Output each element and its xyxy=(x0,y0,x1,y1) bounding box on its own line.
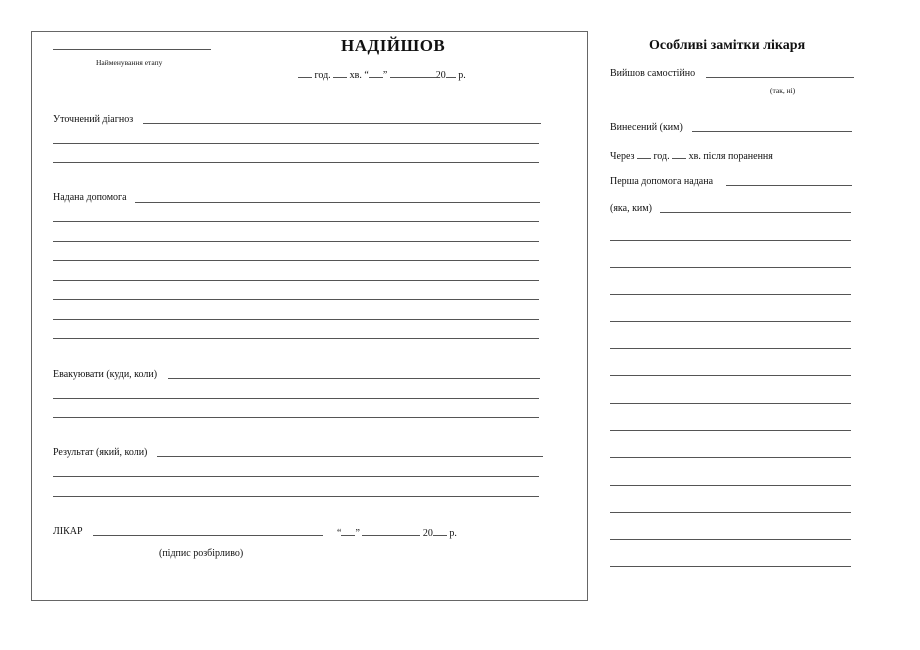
after-injury-line xyxy=(610,149,773,162)
doctor-date xyxy=(337,526,457,539)
notes-line[interactable] xyxy=(610,403,851,404)
result-label: Результат (який, коли) xyxy=(53,447,148,458)
notes-line[interactable] xyxy=(610,240,851,241)
doctor-notes-title: Особливі замітки лікаря xyxy=(649,38,806,53)
year-suffix: р. xyxy=(449,528,457,539)
notes-line[interactable] xyxy=(610,539,851,540)
minutes-blank[interactable] xyxy=(672,149,686,159)
evacuate-line[interactable] xyxy=(53,398,539,399)
notes-line[interactable] xyxy=(610,348,851,349)
close-quote: ” xyxy=(382,70,388,81)
yes-no-caption: (так, ні) xyxy=(770,86,796,95)
self-arrived-line[interactable] xyxy=(706,77,854,78)
open-quote: “ xyxy=(337,528,342,539)
evacuate-line[interactable] xyxy=(168,378,540,379)
notes-line[interactable] xyxy=(610,267,851,268)
month-blank[interactable] xyxy=(362,526,420,536)
day-blank[interactable] xyxy=(369,68,383,78)
which-who-line[interactable] xyxy=(660,212,851,213)
diagnosis-line[interactable] xyxy=(53,143,539,144)
year-prefix: 20 xyxy=(422,528,433,539)
self-arrived-label: Вийшов самостійно xyxy=(610,68,696,79)
day-blank[interactable] xyxy=(341,526,355,536)
help-line[interactable] xyxy=(53,260,539,261)
result-line[interactable] xyxy=(157,456,543,457)
notes-line[interactable] xyxy=(610,512,851,513)
help-line[interactable] xyxy=(53,338,539,339)
help-line[interactable] xyxy=(53,280,539,281)
carried-label: Винесений (ким) xyxy=(610,122,683,133)
minutes-blank[interactable] xyxy=(333,68,347,78)
notes-line[interactable] xyxy=(610,375,851,376)
year-blank[interactable] xyxy=(433,526,447,536)
diagnosis-label: Уточнений діагноз xyxy=(53,114,134,125)
result-line[interactable] xyxy=(53,496,539,497)
minutes-label: хв. xyxy=(349,70,362,81)
hours-blank[interactable] xyxy=(637,149,651,159)
doctor-signature-line[interactable] xyxy=(93,535,323,536)
after-injury-prefix: Через xyxy=(610,151,635,162)
year-suffix: р. xyxy=(458,70,466,81)
open-quote: “ xyxy=(364,70,369,81)
help-line[interactable] xyxy=(53,241,539,242)
evacuate-label: Евакуювати (куди, коли) xyxy=(53,369,158,380)
notes-line[interactable] xyxy=(610,430,851,431)
hours-label: год. xyxy=(314,70,331,81)
after-injury-minutes: хв. після поранення xyxy=(688,151,773,162)
first-aid-label: Перша допомога надана xyxy=(610,176,714,187)
signature-caption: (підпис розбірливо) xyxy=(159,548,244,559)
result-line[interactable] xyxy=(53,476,539,477)
diagnosis-line[interactable] xyxy=(53,162,539,163)
hours-blank[interactable] xyxy=(298,68,312,78)
arrival-time-line xyxy=(298,68,466,81)
stage-name-line[interactable] xyxy=(53,49,211,50)
year-prefix: 20 xyxy=(435,70,446,81)
evacuate-line[interactable] xyxy=(53,417,539,418)
help-label: Надана допомога xyxy=(53,192,127,203)
diagnosis-line[interactable] xyxy=(143,123,541,124)
notes-line[interactable] xyxy=(610,321,851,322)
notes-line[interactable] xyxy=(610,485,851,486)
carried-line[interactable] xyxy=(692,131,852,132)
doctor-label: ЛІКАР xyxy=(53,526,83,537)
after-injury-hours: год. xyxy=(653,151,670,162)
which-who-label: (яка, ким) xyxy=(610,203,652,214)
notes-line[interactable] xyxy=(610,566,851,567)
notes-line[interactable] xyxy=(610,457,851,458)
month-blank[interactable] xyxy=(390,68,436,78)
stage-name-caption: Найменування етапу xyxy=(96,58,163,67)
help-line[interactable] xyxy=(53,319,539,320)
help-line[interactable] xyxy=(53,221,539,222)
help-line[interactable] xyxy=(53,299,539,300)
notes-line[interactable] xyxy=(610,294,851,295)
help-line[interactable] xyxy=(135,202,540,203)
year-blank[interactable] xyxy=(446,68,456,78)
first-aid-line[interactable] xyxy=(726,185,852,186)
form-title: НАДІЙШОВ xyxy=(341,36,446,55)
close-quote: ” xyxy=(355,528,360,539)
